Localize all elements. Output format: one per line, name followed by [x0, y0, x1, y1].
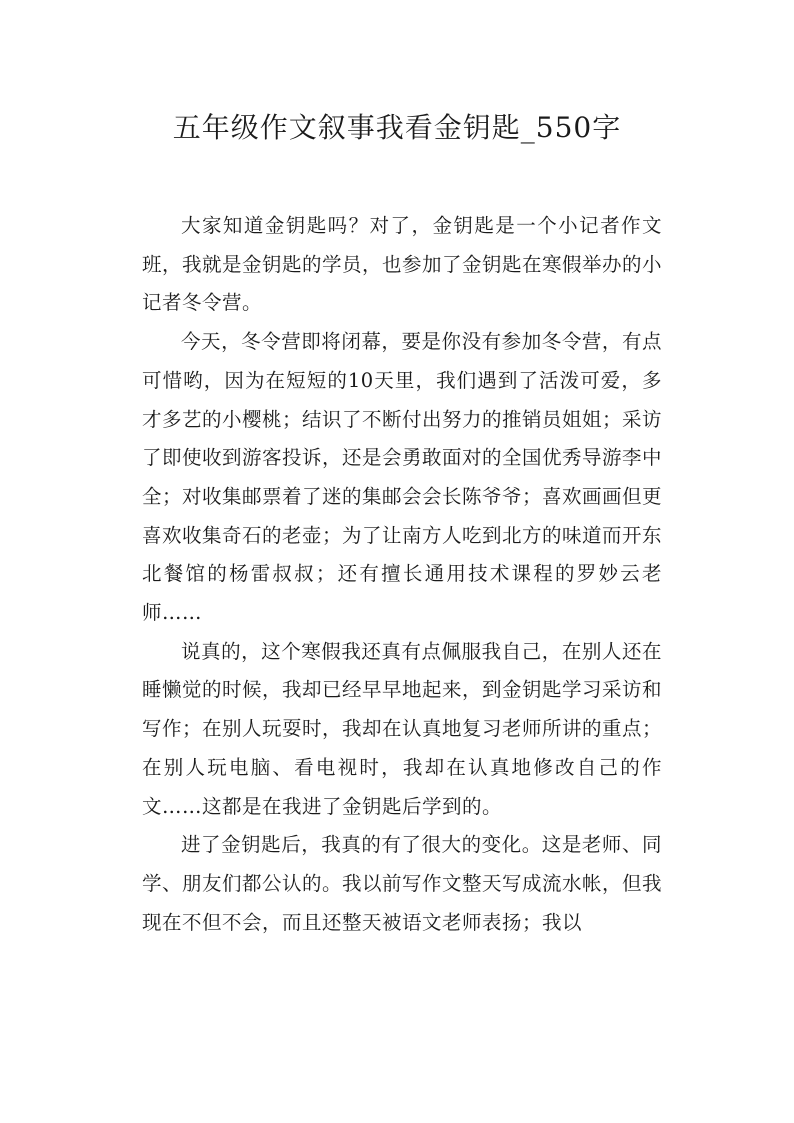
paragraph-2: 今天，冬令营即将闭幕，要是你没有参加冬令营，有点可惜哟，因为在短短的10天里，我们遇到了活泼可爱，多才多艺的小樱桃；结识了不断付出努力的推销员姐姐；采访了即使收到游客投诉，还是会勇敢面对的全国优秀导游李中全；对收集邮票着了迷的集邮会会长陈爷爷；喜欢画画但更喜欢收集奇石的老壶；为了让南方人吃到北方的味道而开东北餐馆的杨雷叔叔；还有擅长通用技术课程的罗妙云老师……	[142, 330, 663, 625]
paragraph-3: 说真的，这个寒假我还真有点佩服我自己，在别人还在睡懒觉的时候，我却已经早早地起来，到金钥匙学习采访和写作；在别人玩耍时，我却在认真地复习老师所讲的重点；在别人玩电脑、看电视时，我却在认真地修改自己的作文……这都是在我进了金钥匙后学到的。	[142, 639, 663, 818]
document-body	[142, 207, 662, 942]
paragraph-1: 大家知道金钥匙吗？对了，金钥匙是一个小记者作文班，我就是金钥匙的学员，也参加了金钥匙在寒假举办的小记者冬令营。	[142, 214, 663, 315]
document-title: 五年级作文叙事我看金钥匙_550字	[172, 111, 622, 144]
paragraph-4: 进了金钥匙后，我真的有了很大的变化。这是老师、同学、朋友们都公认的。我以前写作文整天写成流水帐，但我现在不但不会，而且还整天被语文老师表扬；我以	[142, 833, 663, 934]
